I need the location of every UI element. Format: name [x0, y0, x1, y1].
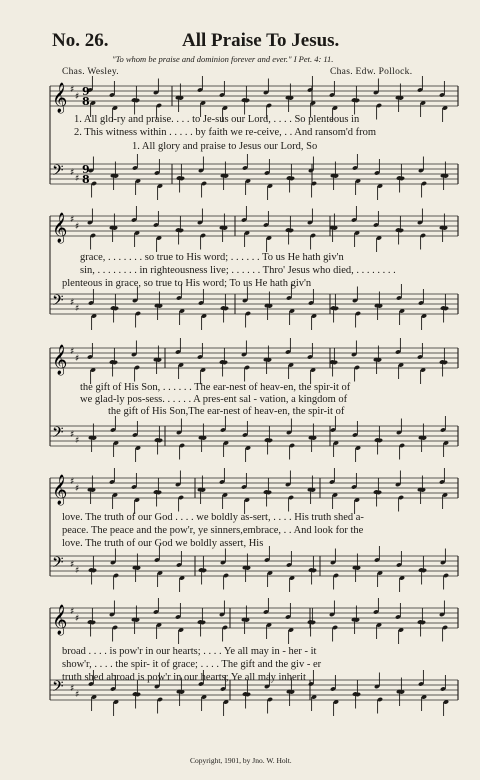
hymn-number: No. 26.	[52, 30, 109, 51]
bass-staff	[50, 292, 458, 314]
bass-clef-icon: 𝄢	[52, 678, 64, 699]
system-2-lyric-bass: plenteous in grace, so true to His word; To us He hath giv'n	[62, 278, 312, 289]
system-1-lyric-verse-1: 1. All glo-ry and praise. . . . to Je-sus our Lord, . . . . So plenteous in	[74, 114, 360, 125]
treble-clef-icon: 𝄞	[52, 605, 68, 635]
sharp-icon: ♯	[75, 304, 80, 314]
treble-clef-icon: 𝄞	[52, 345, 68, 375]
sharp-icon: ♯	[70, 560, 75, 570]
sharp-icon: ♯	[70, 298, 75, 308]
sharp-icon: ♯	[70, 430, 75, 440]
music-system-1	[0, 78, 480, 198]
treble-clef-icon: 𝄞	[52, 213, 68, 243]
system-3-lyric-verse-2: we glad-ly pos-sess. . . . . . A pres-ent sal - vation, a kingdom of	[80, 394, 348, 405]
bass-clef-icon: 𝄢	[52, 292, 64, 313]
sharp-icon: ♯	[75, 484, 80, 494]
treble-staff	[50, 344, 458, 376]
sharp-icon: ♯	[70, 477, 75, 487]
sharp-icon: ♯	[75, 92, 80, 102]
system-1-lyric-bass: 1. All glory and praise to Jesus our Lord, So	[132, 141, 318, 152]
system-1-lyric-verse-2: 2. This witness within . . . . . by faith we re-ceive, . . And ransom'd from	[74, 127, 377, 138]
bass-clef-icon: 𝄢	[52, 162, 64, 183]
treble-staff	[50, 474, 458, 506]
system-5-lyric-verse-1: broad . . . . is pow'r in our hearts; . . . . Ye all may in - her - it	[62, 646, 317, 657]
system-4-lyric-verse-2: peace. The peace and the pow'r, ye sinners,embrace, . . And look for the	[62, 525, 364, 536]
sharp-icon: ♯	[75, 354, 80, 364]
sharp-icon: ♯	[75, 614, 80, 624]
scripture-epigraph: "To whom be praise and dominion forever and ever." I Pet. 4: 11.	[112, 54, 334, 64]
time-signature: 8	[82, 173, 90, 186]
system-2-lyric-verse-2: sin, . . . . . . . . in righteousness live; . . . . . . Thro' Jesus who died, . . . . . . . .	[80, 265, 396, 276]
system-3-lyric-verse-1: the gift of His Son, . . . . . . The ear-nest of heav-en, the spir-it of	[80, 382, 351, 393]
system-5-lyric-verse-2: show'r, . . . . the spir- it of grace; . . . . The gift and the giv - er	[62, 659, 322, 670]
composer-credit: Chas. Edw. Pollock.	[330, 67, 413, 77]
time-signature: 9	[82, 163, 90, 176]
system-4-lyric-verse-1: love. The truth of our God . . . . we boldly as-sert, . . . . His truth shed a-	[62, 512, 364, 523]
system-3-lyric-bass: the gift of His Son,The ear-nest of heav-en, the spir-it of	[108, 406, 345, 417]
sharp-icon: ♯	[75, 436, 80, 446]
sharp-icon: ♯	[75, 174, 80, 184]
bass-clef-icon: 𝄢	[52, 554, 64, 575]
bass-staff	[50, 162, 458, 184]
treble-clef-icon: 𝄞	[52, 475, 68, 505]
music-system-5	[0, 600, 480, 740]
sharp-icon: ♯	[70, 85, 75, 95]
sharp-icon: ♯	[70, 215, 75, 225]
sharp-icon: ♯	[75, 690, 80, 700]
hymn-title: All Praise To Jesus.	[182, 30, 340, 51]
sharp-icon: ♯	[75, 566, 80, 576]
system-4-lyric-bass: love. The truth of our God we boldly assert, His	[62, 538, 264, 549]
copyright-notice: Copyright, 1901, by Jno. W. Holt.	[190, 756, 292, 765]
system-2-lyric-verse-1: grace, . . . . . . . so true to His word; . . . . . . To us He hath giv'n	[80, 252, 344, 263]
sharp-icon: ♯	[70, 684, 75, 694]
system-5-lyric-bass: truth shed abroad is pow'r in our hearts; Ye all may inherit	[62, 672, 306, 683]
bass-clef-icon: 𝄢	[52, 424, 64, 445]
time-signature: 9	[82, 85, 90, 98]
time-signature: 8	[82, 95, 90, 108]
sharp-icon: ♯	[70, 607, 75, 617]
lyricist-credit: Chas. Wesley.	[62, 67, 119, 77]
sharp-icon: ♯	[75, 222, 80, 232]
sharp-icon: ♯	[70, 168, 75, 178]
treble-clef-icon: 𝄞	[52, 83, 68, 113]
bass-staff	[50, 424, 458, 446]
treble-staff	[50, 604, 458, 636]
sharp-icon: ♯	[70, 347, 75, 357]
